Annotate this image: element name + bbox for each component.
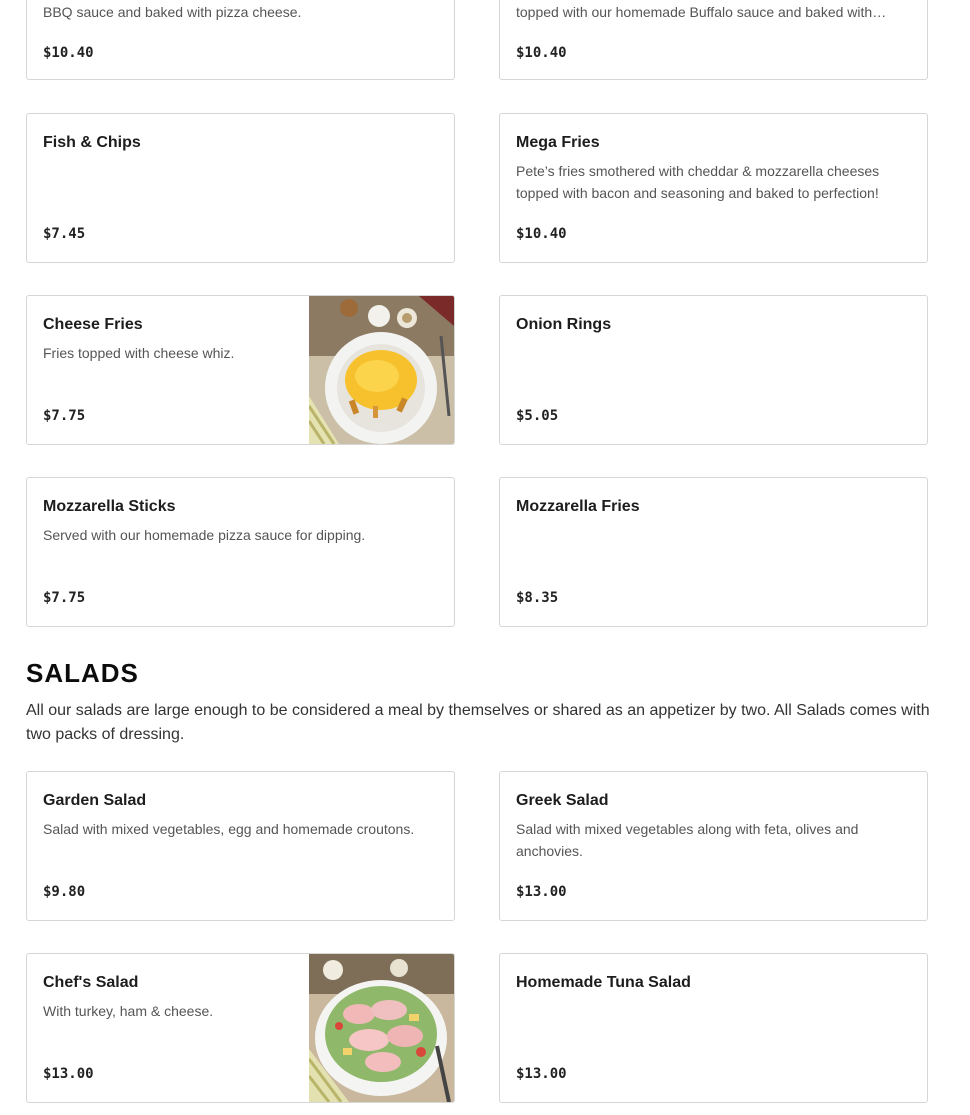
item-name: Homemade Tuna Salad (516, 974, 691, 991)
menu-item-card[interactable] (26, 295, 455, 445)
item-description: topped with our homemade Buffalo sauce and baked with… (516, 4, 887, 20)
item-name: Mega Fries (516, 134, 600, 151)
menu-item-card[interactable] (26, 477, 455, 627)
item-price: $8.35 (516, 590, 559, 606)
item-price: $10.40 (516, 45, 567, 61)
chefs-salad-photo (309, 954, 454, 1102)
item-price: $7.45 (43, 226, 86, 242)
item-name: Fish & Chips (43, 134, 141, 151)
item-name: Greek Salad (516, 792, 609, 809)
item-price: $10.40 (516, 226, 567, 242)
item-name: Onion Rings (516, 316, 612, 333)
item-name: Mozzarella Sticks (43, 498, 176, 515)
item-price: $13.00 (43, 1066, 94, 1082)
menu-item-card[interactable] (26, 953, 455, 1103)
item-description: Salad with mixed vegetables along with feta, olives and anchovies. (516, 821, 859, 859)
menu-item-card[interactable] (499, 953, 928, 1103)
menu-item-card[interactable] (499, 477, 928, 627)
item-description: With turkey, ham & cheese. (43, 1003, 214, 1019)
item-description: Served with our homemade pizza sauce for dipping. (43, 527, 366, 543)
item-price: $5.05 (516, 408, 559, 424)
item-price: $13.00 (516, 884, 567, 900)
menu-item-card[interactable] (499, 295, 928, 445)
section-description: All our salads are large enough to be considered a meal by themselves or shared as an appetizer by two. All Salads comes with two packs of dressing. (26, 702, 930, 743)
section-title: SALADS (26, 658, 139, 688)
item-description: Pete’s fries smothered with cheddar & mozzarella cheeses topped with bacon and seasoning and baked to perfection! (516, 163, 880, 201)
item-name: Chef's Salad (43, 974, 139, 991)
item-price: $7.75 (43, 590, 86, 606)
menu-item-card[interactable] (26, 0, 455, 80)
menu-item-card[interactable] (499, 113, 928, 263)
item-description: Fries topped with cheese whiz. (43, 345, 235, 361)
item-price: $10.40 (43, 45, 94, 61)
item-price: $7.75 (43, 408, 86, 424)
cheese-fries-photo (309, 296, 454, 444)
item-name: Cheese Fries (43, 316, 143, 333)
item-price: $9.80 (43, 884, 86, 900)
item-price: $13.00 (516, 1066, 567, 1082)
menu-item-card[interactable] (499, 771, 928, 921)
item-description: Salad with mixed vegetables, egg and homemade croutons. (43, 821, 415, 837)
item-description: BBQ sauce and baked with pizza cheese. (43, 4, 302, 20)
menu-item-card[interactable] (499, 0, 928, 80)
item-name: Mozzarella Fries (516, 498, 640, 515)
menu-item-card[interactable] (26, 113, 455, 263)
menu-item-card[interactable] (26, 771, 455, 921)
item-name: Garden Salad (43, 792, 147, 809)
